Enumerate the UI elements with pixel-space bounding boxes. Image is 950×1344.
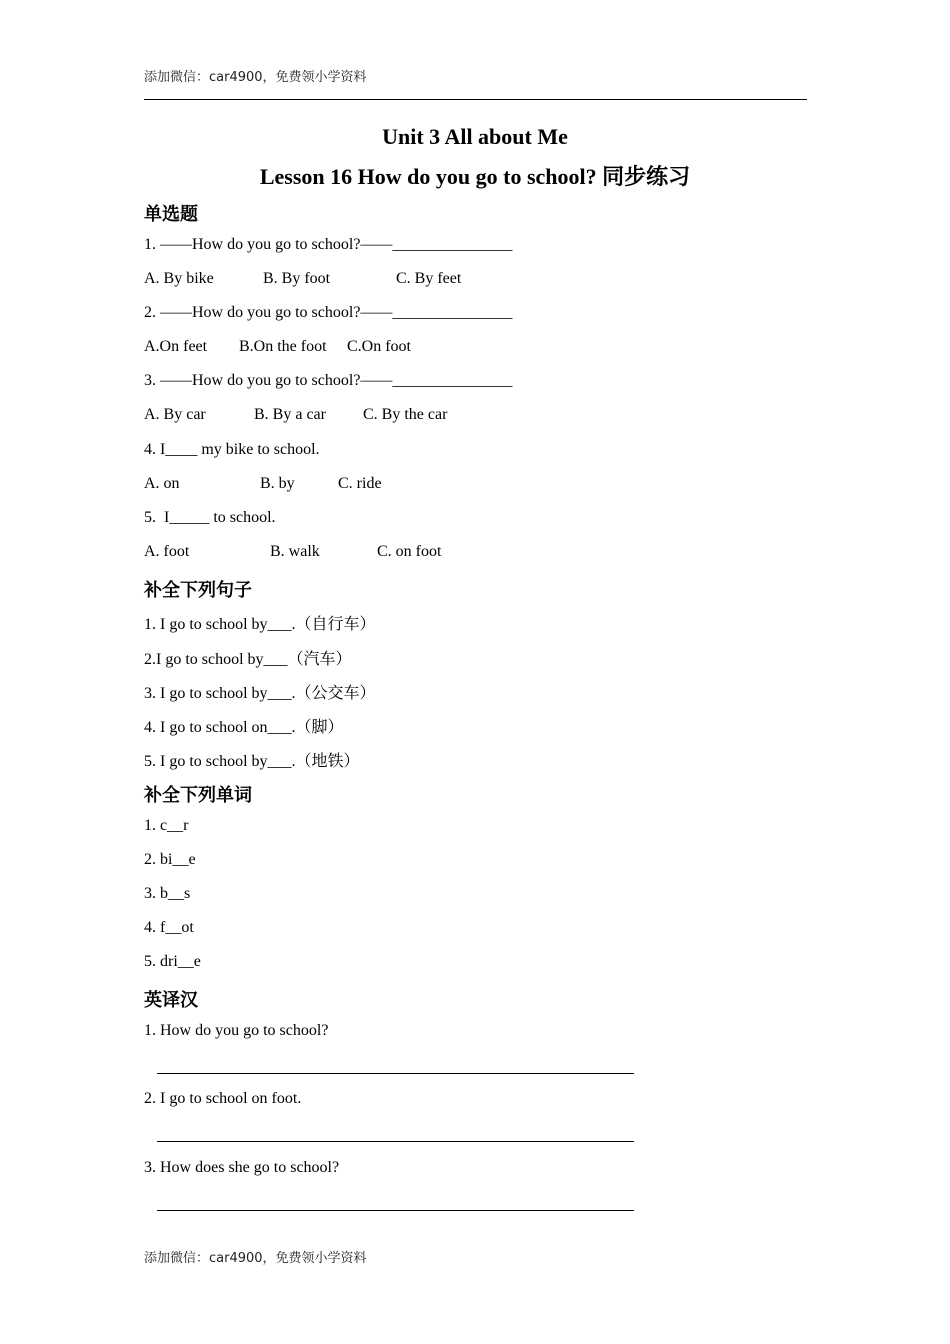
sentence-item-5: 5. I go to school by___.（地铁）	[144, 753, 360, 770]
translate-item-3: 3. How does she go to school?	[144, 1159, 340, 1176]
sentence-item-4: 4. I go to school on___.（脚）	[144, 719, 344, 736]
option-4c[interactable]: C. ride	[338, 475, 382, 492]
section-heading-complete-words: 补全下列单词	[144, 785, 252, 806]
question-3: 3. ——How do you go to school?——_______________	[144, 372, 513, 389]
options-3	[144, 406, 644, 428]
option-5b[interactable]: B. walk	[270, 543, 320, 560]
lesson-title: Lesson 16 How do you go to school? 同步练习	[259, 164, 691, 189]
sentence-item-1: 1. I go to school by___.（自行车）	[144, 616, 376, 633]
translate-item-2: 2. I go to school on foot.	[144, 1090, 302, 1107]
answer-line-1[interactable]	[157, 1073, 634, 1074]
options-1	[144, 270, 644, 292]
option-2b[interactable]: B.On the foot	[239, 338, 327, 355]
option-3a[interactable]: A. By car	[144, 406, 206, 423]
question-1: 1. ——How do you go to school?——_______________	[144, 236, 513, 253]
options-2	[144, 338, 644, 360]
word-item-5: 5. dri__e	[144, 953, 201, 970]
section-heading-single-choice: 单选题	[144, 204, 198, 225]
question-5: 5. I_____ to school.	[144, 509, 276, 526]
sentence-item-3: 3. I go to school by___.（公交车）	[144, 685, 376, 702]
translate-item-1: 1. How do you go to school?	[144, 1022, 329, 1039]
option-4a[interactable]: A. on	[144, 475, 180, 492]
word-item-3: 3. b__s	[144, 885, 191, 902]
option-2c[interactable]: C.On foot	[347, 338, 411, 355]
option-3c[interactable]: C. By the car	[363, 406, 448, 423]
question-2: 2. ——How do you go to school?——_______________	[144, 304, 513, 321]
options-5	[144, 543, 644, 565]
answer-line-2[interactable]	[157, 1141, 634, 1142]
section-heading-complete-sentences: 补全下列句子	[144, 580, 252, 601]
option-1b[interactable]: B. By foot	[263, 270, 331, 287]
option-2a[interactable]: A.On feet	[144, 338, 208, 355]
option-5a[interactable]: A. foot	[144, 543, 190, 560]
option-3b[interactable]: B. By a car	[254, 406, 326, 423]
option-1c[interactable]: C. By feet	[396, 270, 462, 287]
page-header: 添加微信：car4900，免费领小学资料	[144, 70, 367, 85]
option-5c[interactable]: C. on foot	[377, 543, 442, 560]
question-4: 4. I____ my bike to school.	[144, 441, 320, 458]
unit-title: Unit 3 All about Me	[382, 124, 568, 149]
section-heading-translate: 英译汉	[144, 990, 198, 1011]
word-item-1: 1. c__r	[144, 817, 189, 834]
word-item-2: 2. bi__e	[144, 851, 196, 868]
header-divider	[144, 99, 807, 100]
options-4	[144, 475, 644, 497]
page-footer: 添加微信：car4900，免费领小学资料	[144, 1251, 367, 1266]
word-item-4: 4. f__ot	[144, 919, 194, 936]
answer-line-3[interactable]	[157, 1210, 634, 1211]
sentence-item-2: 2.I go to school by___（汽车）	[144, 651, 352, 668]
option-1a[interactable]: A. By bike	[144, 270, 214, 287]
option-4b[interactable]: B. by	[260, 475, 295, 492]
